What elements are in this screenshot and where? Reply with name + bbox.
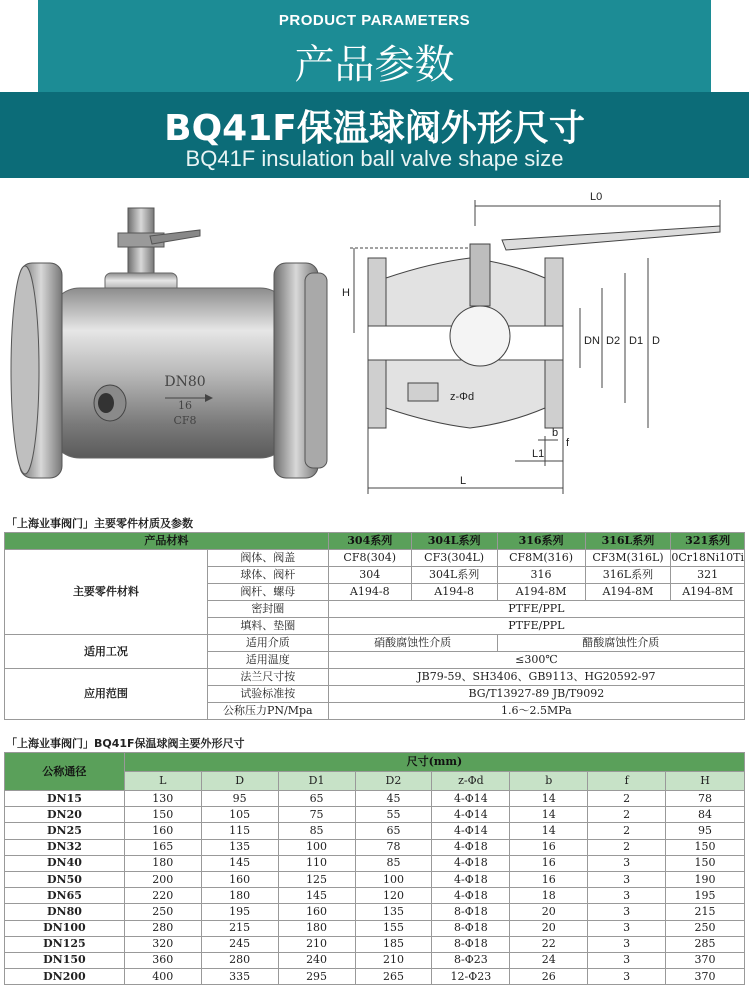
header-chinese: 产品参数 <box>294 42 455 88</box>
cell: 210 <box>355 952 432 968</box>
cell: 304 <box>328 567 411 584</box>
cell: 195 <box>201 904 278 920</box>
table-row <box>5 791 745 807</box>
row-label: DN50 <box>5 871 125 887</box>
row-label: 阀杆、螺母 <box>207 584 328 601</box>
row-label: DN20 <box>5 807 125 823</box>
cell: 8-Φ18 <box>432 904 510 920</box>
cell: 95 <box>666 823 745 839</box>
cell: 304L系列 <box>411 567 497 584</box>
header-size-mm: 尺寸(mm) <box>124 753 744 772</box>
cell: A194-8M <box>585 584 671 601</box>
cell: PTFE/PPL <box>328 601 744 618</box>
row-label: DN40 <box>5 855 125 871</box>
valve-photo <box>0 178 340 508</box>
cell: 370 <box>666 952 745 968</box>
cell: 16 <box>510 855 588 871</box>
cell: 215 <box>666 904 745 920</box>
cell: 4-Φ18 <box>432 855 510 871</box>
page-title: BQ41F保温球阀外形尺寸 <box>164 108 585 149</box>
cell: 4-Φ14 <box>432 807 510 823</box>
row-label: 适用温度 <box>207 652 328 669</box>
dimensions-title: 「上海业事阀门」BQ41F保温球阀主要外形尺寸 <box>6 737 245 750</box>
dim-d2: D2 <box>606 335 621 347</box>
cell: 321 <box>671 567 745 584</box>
cell: 26 <box>510 969 588 985</box>
cell: 3 <box>588 920 666 936</box>
col-bolt-holes: z-Φd <box>432 772 510 791</box>
table-header-row <box>5 753 745 772</box>
cell: 3 <box>588 904 666 920</box>
cell: 370 <box>666 969 745 985</box>
cell: 1.6～2.5MPa <box>328 703 744 720</box>
cell: CF3(304L) <box>411 550 497 567</box>
cell: 265 <box>355 969 432 985</box>
dim-l0: L0 <box>590 191 603 203</box>
cell: ≤300℃ <box>328 652 744 669</box>
cell: CF8(304) <box>328 550 411 567</box>
body-mark-material: CF8 <box>173 414 197 427</box>
cell: 65 <box>278 791 355 807</box>
cell: 2 <box>588 839 666 855</box>
valve-drawing <box>340 178 749 508</box>
cell: 195 <box>666 888 745 904</box>
cell: 210 <box>278 936 355 952</box>
cell: 295 <box>278 969 355 985</box>
cell: 250 <box>124 904 201 920</box>
cell: 78 <box>666 791 745 807</box>
table-row <box>5 904 745 920</box>
cell: 8-Φ18 <box>432 936 510 952</box>
col-l: L <box>124 772 201 791</box>
cell: 215 <box>201 920 278 936</box>
cell: 160 <box>124 823 201 839</box>
cell: 85 <box>355 855 432 871</box>
cell: JB79-59、SH3406、GB9113、HG20592-97 <box>328 669 744 686</box>
table-header-row <box>5 533 745 550</box>
row-label: DN80 <box>5 904 125 920</box>
table-row <box>5 888 745 904</box>
cell: BG/T13927-89 JB/T9092 <box>328 686 744 703</box>
cell: A194-8 <box>328 584 411 601</box>
row-label: 适用介质 <box>207 635 328 652</box>
cell: 18 <box>510 888 588 904</box>
cell: 180 <box>201 888 278 904</box>
cell: 2 <box>588 791 666 807</box>
row-label: 密封圈 <box>207 601 328 618</box>
cell: 20 <box>510 904 588 920</box>
cell: 16 <box>510 839 588 855</box>
cell: 115 <box>201 823 278 839</box>
cell: 20 <box>510 920 588 936</box>
cell: 245 <box>201 936 278 952</box>
header-316l: 316L系列 <box>585 533 671 550</box>
table-row <box>5 952 745 968</box>
cell: 3 <box>588 888 666 904</box>
cell: 185 <box>355 936 432 952</box>
cell: 2 <box>588 823 666 839</box>
cell: 4-Φ14 <box>432 823 510 839</box>
cell: 3 <box>588 871 666 887</box>
row-label: 公称压力PN/Mpa <box>207 703 328 720</box>
cell: 85 <box>278 823 355 839</box>
cell: 14 <box>510 823 588 839</box>
cell: 45 <box>355 791 432 807</box>
cell: 250 <box>666 920 745 936</box>
dimensions-table <box>4 752 745 985</box>
dim-l: L <box>460 475 467 487</box>
group-main-parts: 主要零件材料 <box>5 550 208 635</box>
row-label: DN25 <box>5 823 125 839</box>
cell: 105 <box>201 807 278 823</box>
dim-l1: L1 <box>532 448 545 460</box>
row-label: DN65 <box>5 888 125 904</box>
cell: 150 <box>124 807 201 823</box>
cell: 硝酸腐蚀性介质 <box>328 635 497 652</box>
header-316: 316系列 <box>497 533 585 550</box>
cell: 155 <box>355 920 432 936</box>
cell: 16 <box>510 871 588 887</box>
cell: 125 <box>278 871 355 887</box>
cell: A194-8M <box>671 584 745 601</box>
cell: 14 <box>510 791 588 807</box>
cell: 24 <box>510 952 588 968</box>
cell: 160 <box>278 904 355 920</box>
row-label: DN100 <box>5 920 125 936</box>
row-label: 阀体、阀盖 <box>207 550 328 567</box>
cell: 335 <box>201 969 278 985</box>
cell: 180 <box>124 855 201 871</box>
cell: 4-Φ18 <box>432 888 510 904</box>
cell: 12-Φ23 <box>432 969 510 985</box>
cell: 3 <box>588 952 666 968</box>
cell: 8-Φ18 <box>432 920 510 936</box>
row-label: DN200 <box>5 969 125 985</box>
materials-title: 「上海业事阀门」主要零件材质及参数 <box>6 517 193 530</box>
cell: 316 <box>497 567 585 584</box>
cell: 400 <box>124 969 201 985</box>
page-header <box>0 0 749 178</box>
cell: 100 <box>355 871 432 887</box>
row-label: 试验标准按 <box>207 686 328 703</box>
table-row <box>5 855 745 871</box>
dim-dn: DN <box>584 335 600 347</box>
cell: 醋酸腐蚀性介质 <box>497 635 744 652</box>
col-d2: D2 <box>355 772 432 791</box>
row-label: DN125 <box>5 936 125 952</box>
table-row <box>5 871 745 887</box>
body-mark-size: DN80 <box>164 374 206 390</box>
cell: 3 <box>588 855 666 871</box>
row-label: DN32 <box>5 839 125 855</box>
cell: A194-8 <box>411 584 497 601</box>
cell: 180 <box>278 920 355 936</box>
header-304l: 304L系列 <box>411 533 497 550</box>
cell: 135 <box>201 839 278 855</box>
cell: 78 <box>355 839 432 855</box>
table-row <box>5 669 745 686</box>
cell: 110 <box>278 855 355 871</box>
cell: 150 <box>666 839 745 855</box>
row-label: 法兰尺寸按 <box>207 669 328 686</box>
table-row <box>5 823 745 839</box>
page-subtitle: BQ41F insulation ball valve shape size <box>185 146 564 171</box>
cell: 135 <box>355 904 432 920</box>
col-b: b <box>510 772 588 791</box>
cell: 4-Φ18 <box>432 839 510 855</box>
table-row <box>5 920 745 936</box>
cell: CF3M(316L) <box>585 550 671 567</box>
cell: 3 <box>588 969 666 985</box>
dim-f: f <box>566 437 570 449</box>
cell: 165 <box>124 839 201 855</box>
cell: 3 <box>588 936 666 952</box>
dim-d: D <box>652 335 660 347</box>
header-nominal-diameter: 公称通径 <box>5 753 125 791</box>
row-label: 球体、阀杆 <box>207 567 328 584</box>
cell: 0Cr18Ni10Ti <box>671 550 745 567</box>
cell: 220 <box>124 888 201 904</box>
table-row <box>5 936 745 952</box>
header-321: 321系列 <box>671 533 745 550</box>
body-mark-pressure: 16 <box>178 399 192 412</box>
cell: 100 <box>278 839 355 855</box>
cell: 120 <box>355 888 432 904</box>
table-row <box>5 635 745 652</box>
cell: PTFE/PPL <box>328 618 744 635</box>
cell: 75 <box>278 807 355 823</box>
dim-d1: D1 <box>629 335 644 347</box>
cell: 55 <box>355 807 432 823</box>
cell: 280 <box>124 920 201 936</box>
materials-table <box>4 532 745 720</box>
dim-bolt-holes: z-Φd <box>450 391 475 403</box>
group-application-range: 应用范围 <box>5 669 208 720</box>
dim-h: H <box>342 287 350 299</box>
cell: CF8M(316) <box>497 550 585 567</box>
col-d: D <box>201 772 278 791</box>
cell: 200 <box>124 871 201 887</box>
table-row <box>5 550 745 567</box>
cell: 95 <box>201 791 278 807</box>
cell: 145 <box>201 855 278 871</box>
group-working-conditions: 适用工况 <box>5 635 208 669</box>
cell: 130 <box>124 791 201 807</box>
row-label: DN150 <box>5 952 125 968</box>
cell: 65 <box>355 823 432 839</box>
cell: 150 <box>666 855 745 871</box>
cell: 14 <box>510 807 588 823</box>
cell: 280 <box>201 952 278 968</box>
header-product-material: 产品材料 <box>5 533 329 550</box>
table-row <box>5 969 745 985</box>
col-f: f <box>588 772 666 791</box>
cell: 145 <box>278 888 355 904</box>
row-label: DN15 <box>5 791 125 807</box>
cell: 2 <box>588 807 666 823</box>
cell: 360 <box>124 952 201 968</box>
cell: 240 <box>278 952 355 968</box>
cell: 4-Φ14 <box>432 791 510 807</box>
table-row <box>5 839 745 855</box>
col-d1: D1 <box>278 772 355 791</box>
cell: A194-8M <box>497 584 585 601</box>
cell: 285 <box>666 936 745 952</box>
cell: 320 <box>124 936 201 952</box>
cell: 4-Φ18 <box>432 871 510 887</box>
cell: 84 <box>666 807 745 823</box>
table-row <box>5 807 745 823</box>
dim-b: b <box>552 427 559 439</box>
header-english: PRODUCT PARAMETERS <box>278 12 471 29</box>
cell: 190 <box>666 871 745 887</box>
row-label: 填料、垫圈 <box>207 618 328 635</box>
cell: 316L系列 <box>585 567 671 584</box>
cell: 22 <box>510 936 588 952</box>
cell: 8-Φ23 <box>432 952 510 968</box>
cell: 160 <box>201 871 278 887</box>
col-h: H <box>666 772 745 791</box>
header-304: 304系列 <box>328 533 411 550</box>
